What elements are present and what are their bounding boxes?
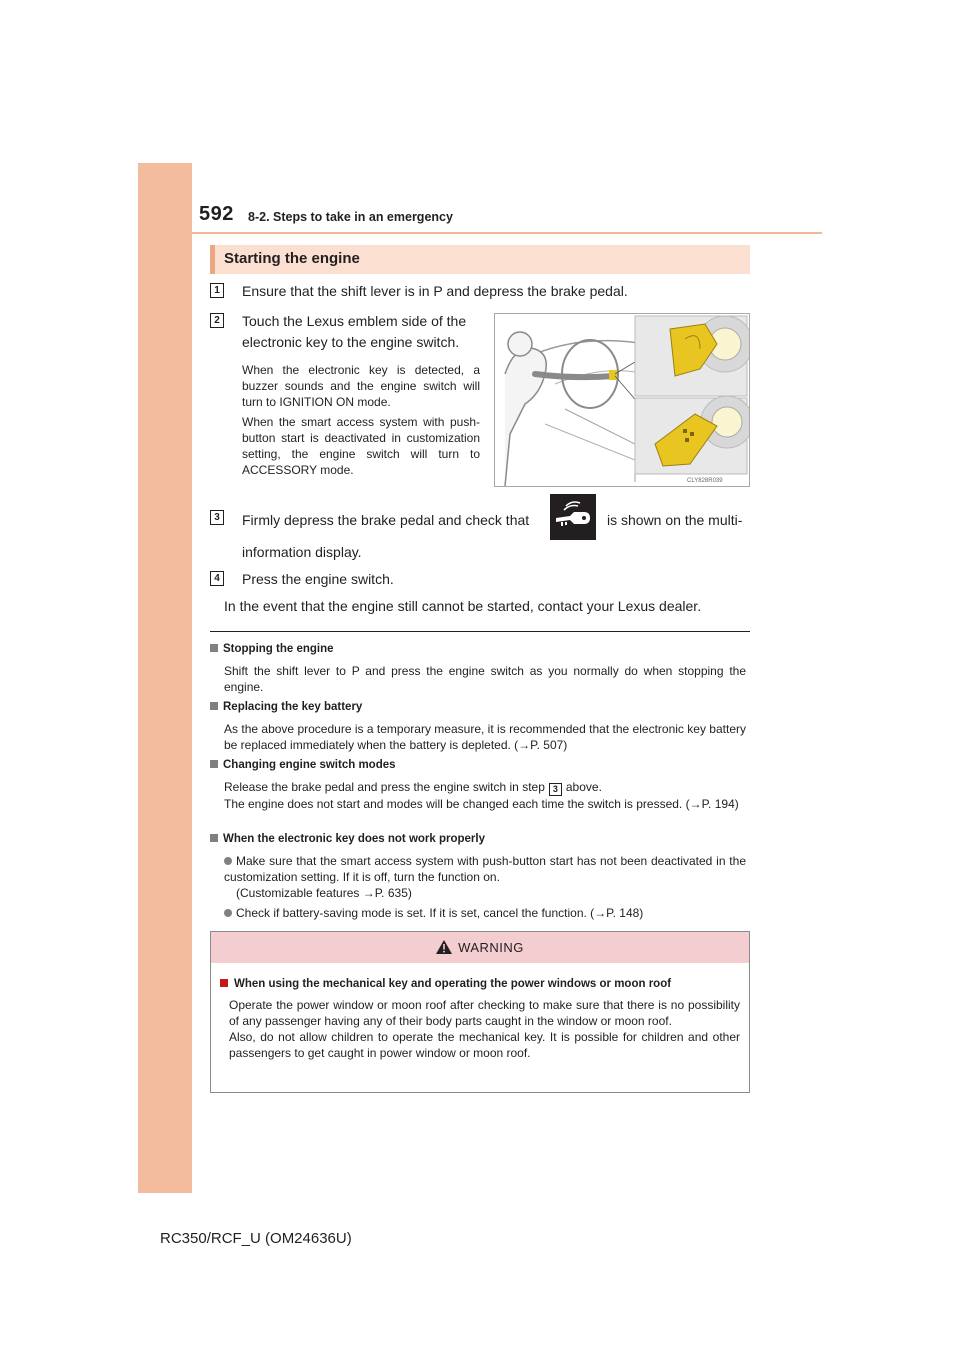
step-2-text-line1: Touch the Lexus emblem side of the	[242, 313, 467, 329]
engine-switch-illustration	[494, 313, 750, 487]
note-modes-text-b: above.	[565, 780, 602, 794]
warning-subtitle-text: When using the mechanical key and operating the power windows or moon roof	[234, 978, 672, 990]
note-bullet-2	[224, 905, 746, 921]
bullet-icon	[224, 857, 232, 865]
note-title-text: Stopping the engine	[223, 643, 334, 655]
inline-step-badge-3: 3	[549, 783, 562, 796]
warning-triangle-icon	[436, 940, 452, 954]
chapter-title: 8-2. Steps to take in an emergency	[248, 210, 453, 224]
step-3-text-after: is shown on the multi-	[607, 512, 743, 528]
note-title-text: Replacing the key battery	[223, 701, 363, 713]
step-2-text-line2: electronic key to the engine switch.	[242, 334, 460, 350]
note-title-modes	[210, 759, 396, 771]
note-square-icon	[210, 760, 218, 768]
step-3-text-line2: information display.	[242, 544, 362, 560]
warning-title	[211, 940, 749, 955]
warning-box	[210, 931, 750, 1093]
header-rule	[192, 232, 822, 234]
bullet-icon	[224, 909, 232, 917]
warning-subtitle	[220, 978, 671, 990]
step-badge-1: 1	[210, 283, 224, 298]
section-heading	[210, 245, 750, 274]
warning-text	[229, 997, 740, 1061]
note-modes-text-a: Release the brake pedal and press the engine switch in step	[224, 780, 545, 794]
page-number: 592	[199, 203, 234, 225]
warning-square-icon	[220, 979, 228, 987]
note-modes-text-2: The engine does not start and modes will be changed each time the switch is pressed. (→P. 194)	[224, 797, 739, 811]
footer-model: RC350/RCF_U (OM24636U)	[160, 1230, 352, 1247]
step-3-text-before: Firmly depress the brake pedal and check that	[242, 512, 530, 528]
note-text-stopping: Shift the shift lever to P and press the engine switch as you normally do when stopping the engine.	[224, 664, 746, 694]
note-text-battery: As the above procedure is a temporary measure, it is recommended that the electronic key battery be replaced immediately when the battery is depleted. (→P. 507)	[224, 722, 746, 752]
note-title-battery	[210, 701, 362, 713]
warning-title-text: WARNING	[458, 940, 524, 955]
side-tab-bar	[138, 163, 192, 1193]
warning-text-1: Operate the power window or moon roof after checking to make sure that there is no possibility of any passenger having any of their body parts caught in the window or moon roof.	[229, 998, 740, 1028]
step-badge-2: 2	[210, 313, 224, 328]
step-4-text: Press the engine switch.	[242, 571, 394, 587]
note-bullet-1b-text: (Customizable features →P. 635)	[236, 886, 412, 900]
key-indicator-icon	[550, 494, 596, 540]
note-title-key	[210, 833, 485, 845]
step-2-note-2: When the smart access system with push-button start is deactivated in customization setting, the engine switch will turn to ACCESSORY mode.	[242, 415, 480, 477]
illustration-code: CLY828R039	[687, 478, 723, 484]
key-indicator-icon-svg	[550, 494, 596, 540]
closing-text: In the event that the engine still cannot be started, contact your Lexus dealer.	[224, 598, 702, 614]
note-title-text: When the electronic key does not work properly	[223, 833, 486, 845]
warning-header	[211, 932, 749, 963]
note-bullet-2-text: Check if battery-saving mode is set. If it is set, cancel the function. (→P. 148)	[236, 906, 644, 920]
note-title-stopping	[210, 643, 334, 655]
note-bullet-1	[224, 853, 746, 901]
section-divider	[210, 631, 750, 632]
note-bullet-1-text: Make sure that the smart access system with push-button start has not been deactivated in the customization setting. If it is off, turn the function on.	[224, 854, 746, 884]
section-title: Starting the engine	[224, 250, 360, 267]
illustration-drawing	[495, 314, 749, 486]
step-badge-4: 4	[210, 571, 224, 586]
note-square-icon	[210, 834, 218, 842]
step-1-text: Ensure that the shift lever is in P and depress the brake pedal.	[242, 283, 628, 299]
note-square-icon	[210, 644, 218, 652]
step-badge-3: 3	[210, 510, 224, 525]
note-text-modes	[224, 779, 746, 812]
warning-text-2: Also, do not allow children to operate the mechanical key. It is possible for children and other passengers to get caught in power window or moon roof.	[229, 1030, 740, 1060]
step-2-note-1: When the electronic key is detected, a buzzer sounds and the engine switch will turn to IGNITION ON mode.	[242, 363, 480, 409]
note-title-text: Changing engine switch modes	[223, 759, 396, 771]
note-square-icon	[210, 702, 218, 710]
